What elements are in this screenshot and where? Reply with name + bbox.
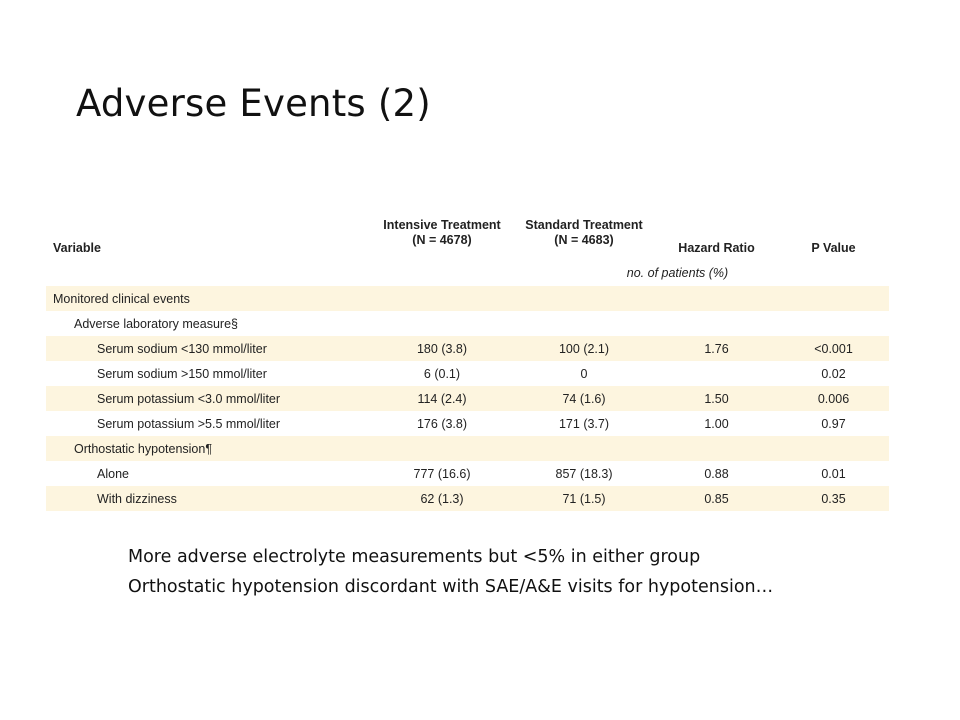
caption-line: More adverse electrolyte measurements but <5% in either group xyxy=(128,547,701,567)
cell-standard: 71 (1.5) xyxy=(513,486,655,511)
cell-standard: 100 (2.1) xyxy=(513,336,655,361)
slide-title: Adverse Events (2) xyxy=(76,82,431,125)
slide-caption xyxy=(128,542,773,602)
row-label: Serum sodium <130 mmol/liter xyxy=(46,336,371,361)
units-label: no. of patients (%) xyxy=(626,266,729,280)
header-standard-label: Standard Treatment xyxy=(525,218,643,232)
cell-hazard-ratio: 1.76 xyxy=(655,336,778,361)
cell-standard: 857 (18.3) xyxy=(555,466,613,481)
cell-intensive xyxy=(371,436,513,461)
cell-intensive xyxy=(371,311,513,336)
table-row xyxy=(46,436,889,461)
table-row xyxy=(46,311,889,336)
row-label: Serum potassium <3.0 mmol/liter xyxy=(46,386,371,411)
cell-hazard-ratio: 0.88 xyxy=(704,466,729,481)
cell-standard: 0 xyxy=(580,366,588,381)
header-intensive xyxy=(371,206,513,260)
cell-standard xyxy=(513,436,655,461)
caption-line: Orthostatic hypotension discordant with SAE/A&E visits for hypotension… xyxy=(128,577,774,597)
cell-p-value: 0.35 xyxy=(778,486,889,511)
table-row xyxy=(46,486,889,511)
row-label: Alone xyxy=(97,466,129,481)
header-standard-n: (N = 4683) xyxy=(554,233,614,247)
cell-intensive: 176 (3.8) xyxy=(416,416,468,431)
cell-intensive: 6 (0.1) xyxy=(423,366,461,381)
cell-hazard-ratio xyxy=(655,436,778,461)
table-row xyxy=(46,336,889,361)
cell-intensive: 62 (1.3) xyxy=(371,486,513,511)
row-label: Serum sodium >150 mmol/liter xyxy=(97,366,267,381)
cell-p-value xyxy=(778,311,889,336)
cell-p-value: 0.97 xyxy=(821,416,846,431)
header-intensive-n: (N = 4678) xyxy=(412,233,472,247)
cell-standard: 74 (1.6) xyxy=(513,386,655,411)
table-row xyxy=(46,461,889,486)
adverse-events-table xyxy=(46,206,889,511)
cell-p-value: 0.02 xyxy=(821,366,846,381)
cell-hazard-ratio: 1.50 xyxy=(655,386,778,411)
cell-standard xyxy=(513,286,655,311)
row-label: Adverse laboratory measure§ xyxy=(74,316,238,331)
row-label: Orthostatic hypotension¶ xyxy=(46,436,371,461)
cell-p-value: 0.006 xyxy=(778,386,889,411)
header-standard xyxy=(513,206,655,260)
cell-hazard-ratio xyxy=(655,311,778,336)
cell-hazard-ratio xyxy=(655,286,778,311)
cell-standard xyxy=(513,311,655,336)
cell-intensive: 777 (16.6) xyxy=(413,466,471,481)
cell-intensive xyxy=(371,286,513,311)
cell-p-value: <0.001 xyxy=(778,336,889,361)
table-row xyxy=(46,361,889,386)
cell-intensive: 114 (2.4) xyxy=(371,386,513,411)
units-row xyxy=(46,260,889,286)
cell-p-value: 0.01 xyxy=(821,466,846,481)
cell-standard: 171 (3.7) xyxy=(558,416,610,431)
cell-hazard-ratio xyxy=(655,361,778,386)
table-header-row xyxy=(46,206,889,260)
row-label: Serum potassium >5.5 mmol/liter xyxy=(97,416,281,431)
row-label: Monitored clinical events xyxy=(46,286,371,311)
table-row xyxy=(46,411,889,436)
cell-p-value xyxy=(778,286,889,311)
header-p-value: P Value xyxy=(811,241,856,255)
header-variable: Variable xyxy=(53,241,101,255)
cell-hazard-ratio: 1.00 xyxy=(704,416,729,431)
header-intensive-label: Intensive Treatment xyxy=(383,218,501,232)
header-hazard-ratio: Hazard Ratio xyxy=(678,241,755,255)
cell-intensive: 180 (3.8) xyxy=(371,336,513,361)
cell-p-value xyxy=(778,436,889,461)
row-label: With dizziness xyxy=(46,486,371,511)
cell-hazard-ratio: 0.85 xyxy=(655,486,778,511)
table-row xyxy=(46,286,889,311)
table-row xyxy=(46,386,889,411)
